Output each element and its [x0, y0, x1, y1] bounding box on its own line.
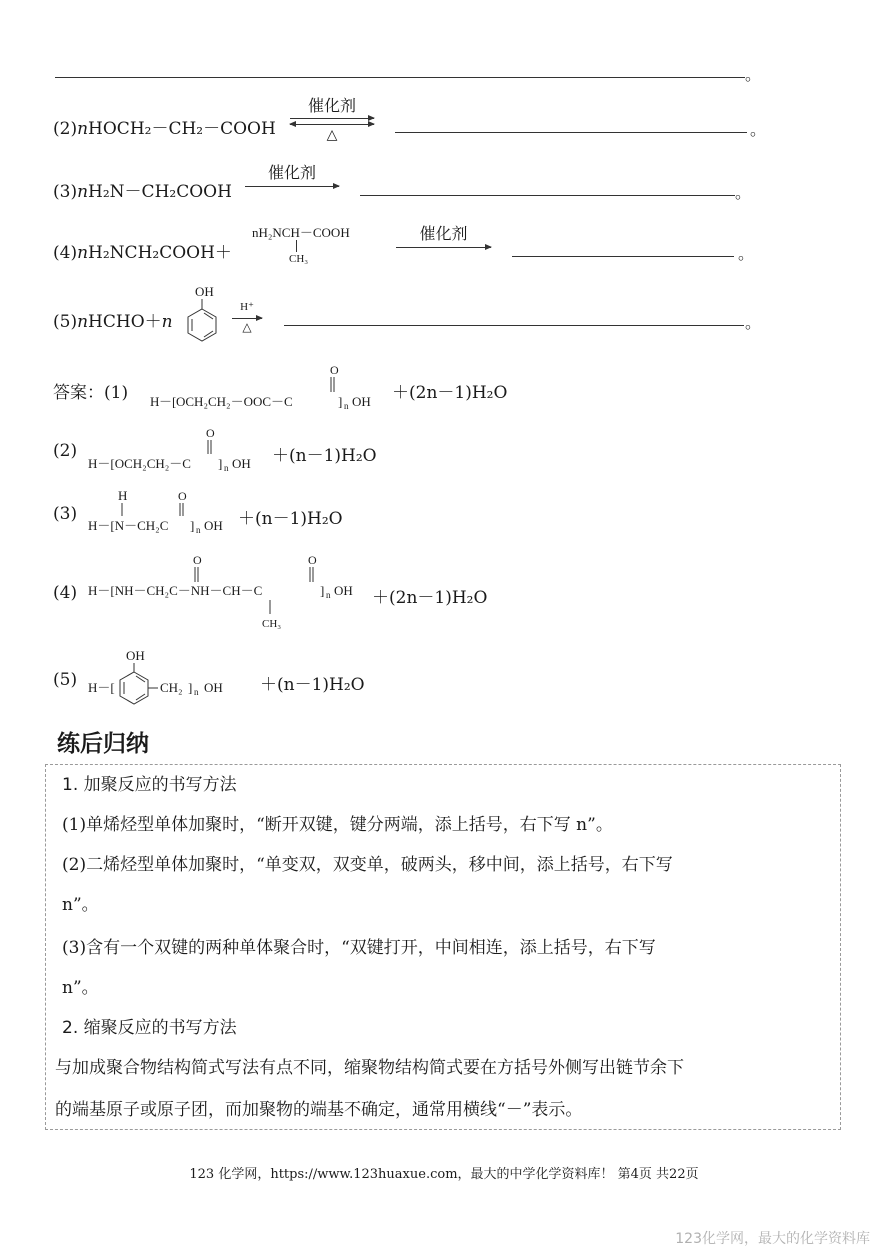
- answer-blank-line-1: [55, 77, 745, 78]
- page-footer: 123 化学网，https://www.123huaxue.com，最大的中学化学资料库！ 第4页 共22页: [189, 1167, 699, 1182]
- answer-3-byproduct: ＋(n－1)H₂O: [238, 509, 343, 529]
- svg-text:H－[NH－CH₂C－NH－CH－C: H－[NH－CH₂C－NH－CH－C: [88, 583, 263, 598]
- svg-text:H－[: H－[: [88, 680, 115, 695]
- summary-paragraph: (3)含有一个双键的两种单体聚合时，“双键打开，中间相连，添上括号，右下写: [62, 938, 656, 958]
- alanine-monomer: nH₂NCH－COOH: [252, 225, 350, 240]
- forward-arrow-icon: [232, 318, 262, 319]
- question-3: (3)nH₂N－CH₂COOH: [53, 182, 232, 202]
- summary-section-2-title: 2. 缩聚反应的书写方法: [62, 1018, 237, 1038]
- answer-5-byproduct: ＋(n－1)H₂O: [260, 675, 365, 695]
- methyl-branch: CH₃: [289, 253, 309, 265]
- svg-text:]: ]: [320, 583, 325, 598]
- answer-1-byproduct: ＋(2n－1)H₂O: [392, 383, 508, 403]
- svg-text:n: n: [224, 463, 229, 473]
- question-4: (4)nH₂NCH₂COOH＋: [53, 243, 232, 263]
- svg-text:]: ]: [218, 456, 223, 471]
- svg-text:CH₃: CH₃: [262, 618, 282, 630]
- forward-arrow-icon: [290, 124, 374, 125]
- answer-4-label: (4): [53, 583, 78, 603]
- bond-line: [296, 240, 297, 252]
- svg-text:OH: OH: [334, 583, 353, 598]
- period: 。: [745, 65, 762, 84]
- answer-1-structure: [148, 362, 388, 412]
- summary-paragraph: 与加成聚合物结构简式写法有点不同，缩聚物结构简式要在方括号外侧写出链节余下: [55, 1058, 684, 1078]
- svg-text:n: n: [326, 590, 331, 600]
- svg-text:H: H: [118, 488, 128, 503]
- svg-text:H－[N－CH₂C: H－[N－CH₂C: [88, 518, 169, 533]
- answer-title: 答案：(1): [53, 383, 129, 403]
- svg-text:n: n: [194, 687, 199, 697]
- answer-5-label: (5): [53, 670, 78, 690]
- phenol-structure-icon: [182, 283, 222, 349]
- answer-blank-line-3: [360, 195, 735, 196]
- svg-text:OCH₂CH₂－OOC－C: OCH₂CH₂－OOC－C: [176, 394, 293, 409]
- summary-paragraph: 的端基原子或原子团，而加聚物的端基不确定，通常用横线“－”表示。: [55, 1100, 583, 1120]
- summary-paragraph: (1)单烯烃型单体加聚时，“断开双键，键分两端，添上括号，右下写 n”。: [62, 815, 613, 835]
- condition-acid-heat: H⁺ △: [232, 298, 262, 335]
- phenol-oh-label: OH: [195, 284, 214, 299]
- svg-text:H: H: [150, 394, 160, 409]
- answer-5-structure: [86, 645, 266, 715]
- condition-catalyst: 催化剂: [396, 225, 491, 248]
- svg-text:]: ]: [338, 394, 343, 409]
- svg-text:]: ]: [190, 518, 195, 533]
- forward-arrow-icon: [396, 247, 491, 248]
- forward-arrow-icon: [245, 186, 339, 187]
- period: 。: [750, 120, 767, 139]
- summary-paragraph: (2)二烯烃型单体加聚时，“单变双，双变单，破两头，移中间，添上括号，右下写: [62, 855, 673, 875]
- question-2: (2)nHOCH₂－CH₂－COOH: [53, 119, 276, 139]
- svg-text:－[: －[: [159, 394, 177, 409]
- svg-text:O: O: [206, 426, 215, 440]
- svg-text:O: O: [193, 553, 202, 567]
- svg-text:n: n: [344, 401, 349, 411]
- answer-2-byproduct: ＋(n－1)H₂O: [272, 446, 377, 466]
- answer-blank-line-4: [512, 256, 734, 257]
- svg-text:O: O: [178, 489, 187, 503]
- period: 。: [738, 244, 755, 263]
- svg-text:O: O: [308, 553, 317, 567]
- svg-text:OH: OH: [204, 680, 223, 695]
- svg-text:OH: OH: [126, 648, 145, 663]
- reversible-arrow-icon: [290, 118, 374, 119]
- svg-text:O: O: [330, 363, 339, 377]
- answer-3-label: (3): [53, 504, 78, 524]
- svg-text:OH: OH: [232, 456, 251, 471]
- answer-blank-line-2: [395, 132, 747, 133]
- answer-4-byproduct: ＋(2n－1)H₂O: [372, 588, 488, 608]
- condition-catalyst: 催化剂: [245, 164, 339, 187]
- svg-text:n: n: [196, 525, 201, 535]
- period: 。: [745, 313, 762, 332]
- svg-text:CH₂: CH₂: [160, 680, 183, 695]
- summary-heading: 练后归纳: [57, 731, 149, 757]
- answer-2-structure: [86, 424, 286, 474]
- summary-paragraph: n”。: [62, 978, 99, 998]
- summary-paragraph: n”。: [62, 895, 99, 915]
- svg-text:OH: OH: [352, 394, 371, 409]
- answer-2-label: (2): [53, 441, 78, 461]
- period: 。: [735, 183, 752, 202]
- svg-text:OH: OH: [204, 518, 223, 533]
- answer-blank-line-5: [284, 325, 744, 326]
- svg-text:]: ]: [188, 680, 193, 695]
- question-5: (5)nHCHO＋n: [53, 312, 173, 332]
- condition-catalyst-heat: 催化剂 △: [290, 97, 374, 143]
- answer-4-structure: [86, 548, 376, 638]
- summary-section-1-title: 1. 加聚反应的书写方法: [62, 775, 237, 795]
- watermark: 123化学网，最大的化学资料库: [675, 1231, 870, 1247]
- svg-text:H－[OCH₂CH₂－C: H－[OCH₂CH₂－C: [88, 456, 191, 471]
